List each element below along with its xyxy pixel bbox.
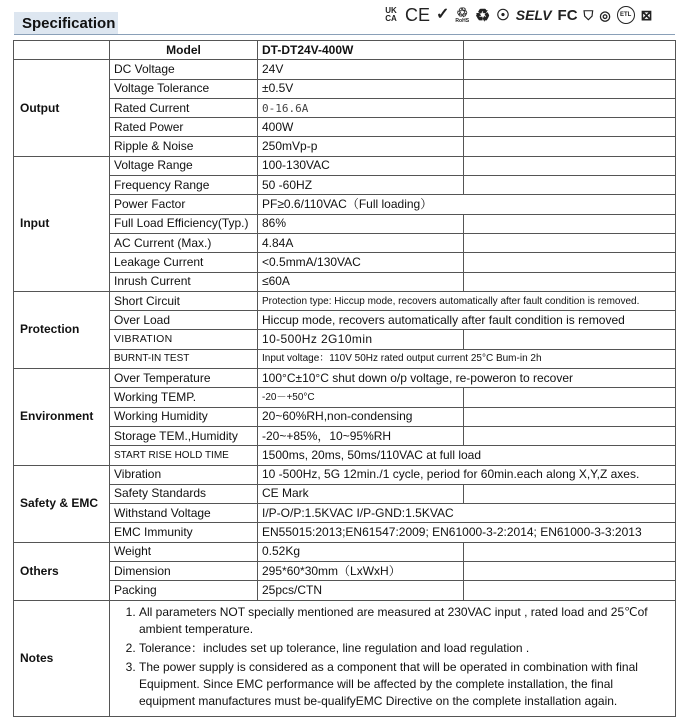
empty-cell	[464, 484, 676, 503]
param-value: PF≥0.6/110VAC（Full loading）	[258, 195, 676, 214]
param-label: Working TEMP.	[110, 388, 258, 407]
param-value: 0-16.6A	[258, 98, 464, 117]
param-label: Over Temperature	[110, 369, 258, 388]
param-value: 4.84A	[258, 233, 464, 252]
param-value: 0.52Kg	[258, 542, 464, 561]
ukca-mark-icon: UK CA	[385, 6, 397, 23]
table-row	[14, 369, 676, 388]
empty-cell	[464, 388, 676, 407]
note-item: 3. The power supply is considered as a component that will be operated in combination with final Equipment. Since EMC performance will be affected by the complete installation, the final equipment manufactures must be-qualifyEMC Directive on the complete installation again.	[139, 659, 671, 710]
group-cell-empty	[14, 41, 110, 60]
group-input: Input	[14, 156, 110, 291]
param-label: Inrush Current	[110, 272, 258, 291]
param-label: Storage TEM.,Humidity	[110, 426, 258, 445]
table-row	[14, 446, 676, 465]
checkmark-icon: ✓	[436, 6, 450, 23]
param-value: 10-500Hz 2G10min	[258, 330, 464, 349]
param-label: Rated Current	[110, 98, 258, 117]
empty-cell	[464, 330, 676, 349]
param-label: Ripple & Noise	[110, 137, 258, 156]
class-circle-icon: ◎	[599, 7, 611, 23]
param-value: 10 -500Hz, 5G 12min./1 cycle, period for 60min.each along X,Y,Z axes.	[258, 465, 676, 484]
param-value: 25pcs/CTN	[258, 581, 464, 600]
param-label: BURNT-IN TEST	[110, 349, 258, 368]
section-title: Specification	[22, 15, 116, 32]
param-label: VIBRATION	[110, 330, 258, 349]
param-value: 400W	[258, 118, 464, 137]
param-label: Safety Standards	[110, 484, 258, 503]
table-row	[14, 195, 676, 214]
table-row	[14, 214, 676, 233]
section-title-bar	[14, 12, 118, 34]
param-label: Working Humidity	[110, 407, 258, 426]
group-protection: Protection	[14, 291, 110, 368]
empty-cell	[464, 233, 676, 252]
param-value: I/P-O/P:1.5KVAC I/P-GND:1.5KVAC	[258, 504, 676, 523]
model-label: Model	[110, 41, 258, 60]
table-row	[14, 60, 676, 79]
table-row	[14, 542, 676, 561]
table-row	[14, 272, 676, 291]
table-row	[14, 41, 676, 60]
recycle-icon: ♻	[475, 5, 491, 25]
param-label: Weight	[110, 542, 258, 561]
model-value: DT-DT24V-400W	[258, 41, 464, 60]
param-label: Over Load	[110, 311, 258, 330]
face-logo-icon: ☉	[496, 6, 510, 24]
specification-table	[13, 40, 676, 717]
param-label: Power Factor	[110, 195, 258, 214]
table-row	[14, 388, 676, 407]
table-row	[14, 484, 676, 503]
table-row	[14, 407, 676, 426]
param-value: 20~60%RH,non-condensing	[258, 407, 464, 426]
table-row	[14, 98, 676, 117]
title-underline	[14, 34, 675, 35]
table-row	[14, 137, 676, 156]
empty-cell	[464, 79, 676, 98]
param-value: 86%	[258, 214, 464, 233]
notes-cell	[110, 600, 676, 716]
table-row	[14, 562, 676, 581]
group-safety-emc: Safety & EMC	[14, 465, 110, 542]
table-row	[14, 233, 676, 252]
table-row	[14, 600, 676, 716]
table-row	[14, 504, 676, 523]
param-value: ≤60A	[258, 272, 464, 291]
table-row	[14, 349, 676, 368]
group-notes: Notes	[14, 600, 110, 716]
ce-mark-icon: CE	[405, 5, 431, 25]
param-value: Hiccup mode, recovers automatically after fault condition is removed	[258, 311, 676, 330]
param-value: <0.5mmA/130VAC	[258, 253, 464, 272]
table-row	[14, 176, 676, 195]
param-label: Packing	[110, 581, 258, 600]
empty-cell	[464, 253, 676, 272]
rohs-icon: ♲ RoHS	[455, 5, 470, 24]
empty-cell	[464, 60, 676, 79]
group-environment: Environment	[14, 369, 110, 465]
param-label: Vibration	[110, 465, 258, 484]
fcc-mark-icon: FC	[557, 6, 578, 24]
param-label: EMC Immunity	[110, 523, 258, 542]
note-item: 1. All parameters NOT specially mentioned are measured at 230VAC input , rated load and 25℃of ambient temperature.	[139, 604, 671, 638]
empty-cell	[464, 426, 676, 445]
param-label: DC Voltage	[110, 60, 258, 79]
certification-logos	[383, 2, 675, 28]
note-item: 2. Tolerance：includes set up tolerance, line regulation and load regulation .	[139, 640, 671, 657]
empty-cell	[464, 156, 676, 175]
param-value: CE Mark	[258, 484, 464, 503]
table-row	[14, 426, 676, 445]
empty-cell	[464, 562, 676, 581]
empty-cell	[464, 581, 676, 600]
safety-shield-icon: ⛉	[583, 7, 594, 23]
param-value: 24V	[258, 60, 464, 79]
param-value: -20－+50°C	[258, 388, 464, 407]
param-value: ±0.5V	[258, 79, 464, 98]
empty-cell	[464, 214, 676, 233]
empty-cell	[464, 272, 676, 291]
param-value: EN55015:2013;EN61547:2009; EN61000-3-2:2014; EN61000-3-3:2013	[258, 523, 676, 542]
param-label: Rated Power	[110, 118, 258, 137]
param-label: START RISE HOLD TIME	[110, 446, 258, 465]
selv-mark-icon: SELV	[515, 7, 552, 23]
param-value: 250mVp-p	[258, 137, 464, 156]
param-value: 100°C±10°C shut down o/p voltage, re-poweron to recover	[258, 369, 676, 388]
etl-listed-icon: ETL	[617, 6, 635, 24]
param-value: Protection type: Hiccup mode, recovers automatically after fault condition is removed.	[258, 291, 676, 310]
param-label: Frequency Range	[110, 176, 258, 195]
param-value: 50 -60HZ	[258, 176, 464, 195]
param-value: 295*60*30mm（LxWxH）	[258, 562, 464, 581]
table-row	[14, 581, 676, 600]
weee-bin-icon: ⊠	[640, 7, 653, 23]
empty-cell	[464, 41, 676, 60]
param-label: Voltage Tolerance	[110, 79, 258, 98]
param-label: Withstand Voltage	[110, 504, 258, 523]
param-label: Voltage Range	[110, 156, 258, 175]
param-label: Short Circuit	[110, 291, 258, 310]
empty-cell	[464, 137, 676, 156]
empty-cell	[464, 118, 676, 137]
param-label: Dimension	[110, 562, 258, 581]
empty-cell	[464, 542, 676, 561]
empty-cell	[464, 407, 676, 426]
param-label: Leakage Current	[110, 253, 258, 272]
table-row	[14, 79, 676, 98]
param-value: Input voltage：110V 50Hz rated output current 25°C Bum-in 2h	[258, 349, 676, 368]
table-row	[14, 330, 676, 349]
notes-list	[114, 604, 671, 710]
table-row	[14, 291, 676, 310]
table-row	[14, 523, 676, 542]
group-output: Output	[14, 60, 110, 156]
param-value: 1500ms, 20ms, 50ms/110VAC at full load	[258, 446, 676, 465]
table-row	[14, 253, 676, 272]
table-row	[14, 311, 676, 330]
group-others: Others	[14, 542, 110, 600]
param-label: AC Current (Max.)	[110, 233, 258, 252]
param-value: 100-130VAC	[258, 156, 464, 175]
table-row	[14, 156, 676, 175]
table-row	[14, 465, 676, 484]
param-label: Full Load Efficiency(Typ.)	[110, 214, 258, 233]
empty-cell	[464, 176, 676, 195]
table-row	[14, 118, 676, 137]
empty-cell	[464, 98, 676, 117]
param-value: -20~+85%，10~95%RH	[258, 426, 464, 445]
